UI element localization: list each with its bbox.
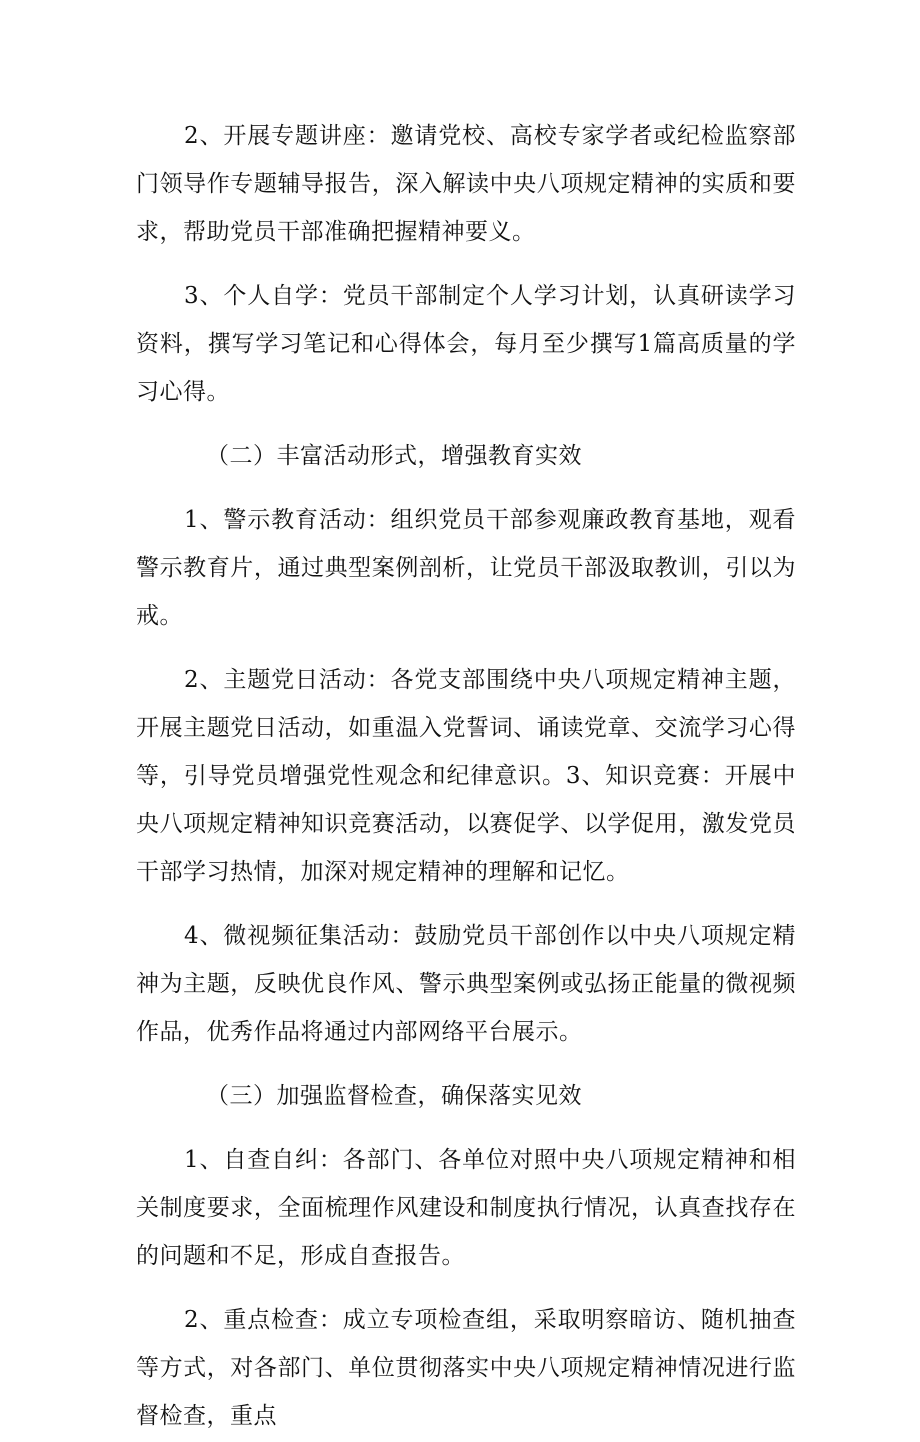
paragraph-gap: [136, 1282, 796, 1296]
paragraph-lecture: 2、开展专题讲座：邀请党校、高校专家学者或纪检监察部门领导作专题辅导报告，深入解读中央八项规定精神的实质和要求，帮助党员干部准确把握精神要义。: [136, 123, 796, 245]
section-heading-activities: （二）丰富活动形式，增强教育实效: [206, 443, 582, 469]
document-body: [136, 112, 796, 1442]
paragraph-key-inspection: 2、重点检查：成立专项检查组，采取明察暗访、随机抽查等方式，对各部门、单位贯彻落实中央八项规定精神情况进行监督检查，重点: [136, 1307, 796, 1429]
paragraph-self-inspection: 1、自查自纠：各部门、各单位对照中央八项规定精神和相关制度要求，全面梳理作风建设和制度执行情况，认真查找存在的问题和不足，形成自查报告。: [136, 1147, 796, 1269]
paragraph-gap: [136, 482, 796, 496]
paragraph-gap: [136, 1058, 796, 1072]
paragraph-gap: [136, 642, 796, 656]
paragraph-gap: [136, 418, 796, 432]
section-heading-supervision: （三）加强监督检查，确保落实见效: [206, 1083, 582, 1109]
paragraph-micro-video: 4、微视频征集活动：鼓励党员干部创作以中央八项规定精神为主题，反映优良作风、警示典型案例或弘扬正能量的微视频作品，优秀作品将通过内部网络平台展示。: [136, 923, 796, 1045]
paragraph-gap: [136, 1122, 796, 1136]
paragraph-gap: [136, 898, 796, 912]
paragraph-gap: [136, 258, 796, 272]
paragraph-theme-party-day: 2、主题党日活动：各党支部围绕中央八项规定精神主题，开展主题党日活动，如重温入党誓词、诵读党章、交流学习心得等，引导党员增强党性观念和纪律意识。3、知识竞赛：开展中央八项规定精神知识竞赛活动，以赛促学、以学促用，激发党员干部学习热情，加深对规定精神的理解和记忆。: [136, 667, 796, 885]
paragraph-warning-education: 1、警示教育活动：组织党员干部参观廉政教育基地，观看警示教育片，通过典型案例剖析，让党员干部汲取教训，引以为戒。: [136, 507, 796, 629]
paragraph-self-study: 3、个人自学：党员干部制定个人学习计划，认真研读学习资料，撰写学习笔记和心得体会，每月至少撰写1篇高质量的学习心得。: [136, 283, 796, 405]
